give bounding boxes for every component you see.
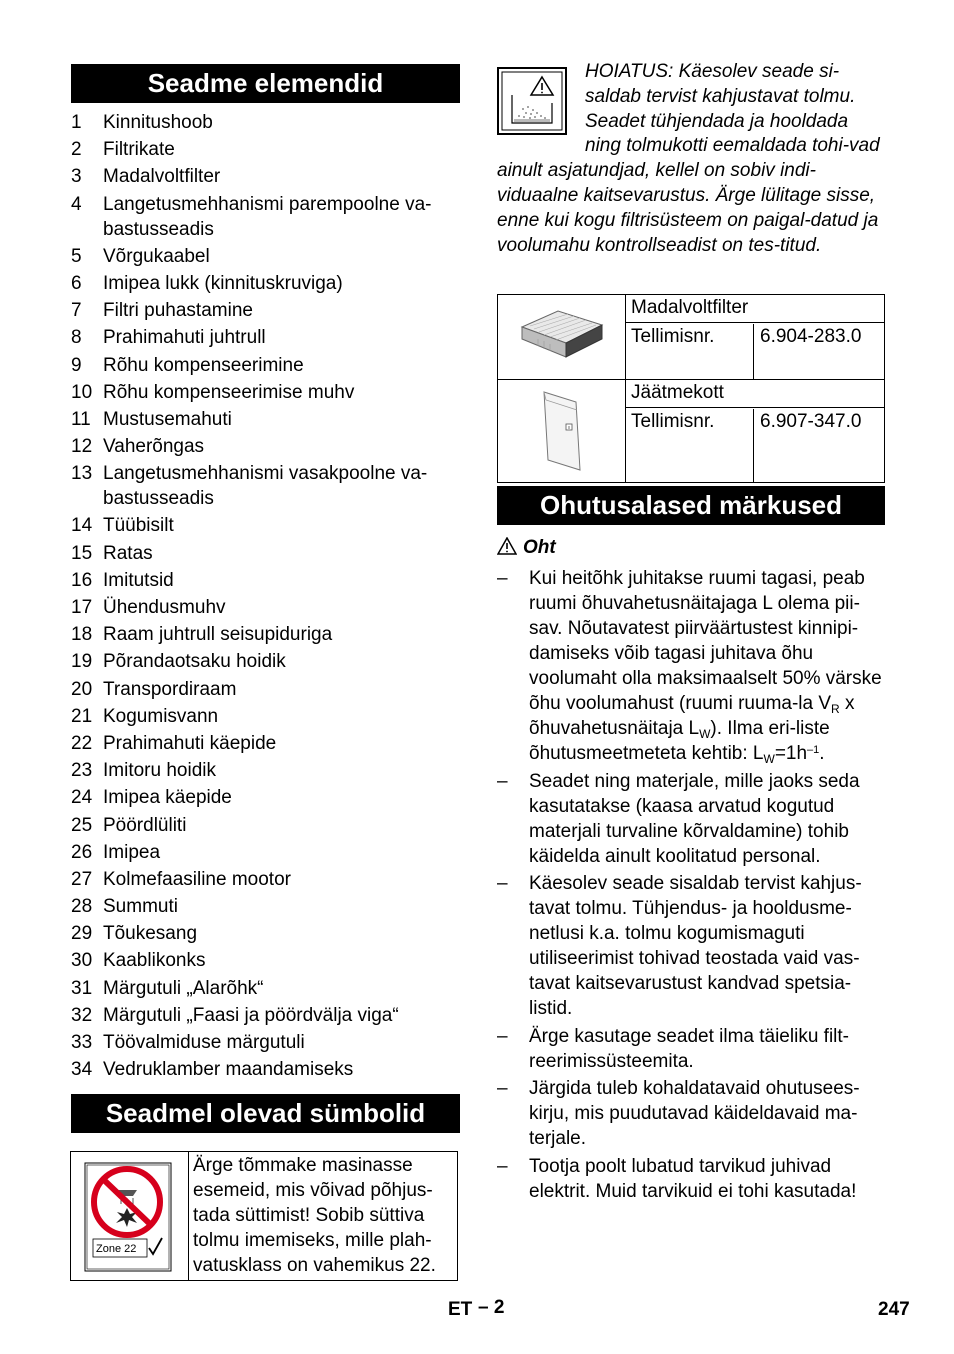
component-number: 29 xyxy=(71,923,93,945)
component-number: 23 xyxy=(71,760,93,782)
component-number: 32 xyxy=(71,1004,93,1026)
component-name: Imitoru hoidik xyxy=(103,760,216,782)
accessories-table xyxy=(497,294,885,483)
component-name: Imipea lukk (kinnituskruviga) xyxy=(103,272,343,294)
component-item xyxy=(71,649,460,674)
component-name: Imitutsid xyxy=(103,569,174,591)
component-name: Rõhu kompenseerimine xyxy=(103,354,304,376)
component-item xyxy=(71,785,460,810)
component-item xyxy=(71,840,460,865)
component-name: Prahimahuti käepide xyxy=(103,732,277,754)
component-item xyxy=(71,192,460,242)
component-name: Filtrikate xyxy=(103,139,175,161)
component-item xyxy=(71,867,460,892)
component-item xyxy=(71,704,460,729)
component-item xyxy=(71,813,460,838)
bullet-text-part: =1h xyxy=(774,743,808,764)
component-number: 12 xyxy=(71,436,93,458)
component-number: 18 xyxy=(71,624,93,646)
accessory-row xyxy=(498,295,884,380)
bullet-dash: – xyxy=(497,1155,508,1177)
component-item xyxy=(71,758,460,783)
component-item xyxy=(71,921,460,946)
component-name: Rõhu kompenseerimise muhv xyxy=(103,381,355,403)
footer-section-page: – 2 xyxy=(478,1297,505,1318)
component-item xyxy=(71,298,460,323)
danger-label-row xyxy=(497,537,556,559)
component-name: Mustusemahuti xyxy=(103,408,232,430)
accessory-name: Madalvoltfilter xyxy=(626,295,884,323)
component-item xyxy=(71,513,460,538)
component-item xyxy=(71,380,460,405)
warning-text: HOIATUS: Käesolev seade si-saldab tervist kahjustavat tolmu. Seadet tühjendada ja hooldada ning tolmukotti eemaldada tohi-vad ainult asjatundjad, kellel on sobiv indi-viduaalne kaitsevarustus. Ärge lülitage sisse, enne kui kogu filtrisüsteem on paigal-datud ja voolumahu kontrollseadist on tes-titud. xyxy=(497,61,880,256)
component-item xyxy=(71,164,460,189)
bullet-text xyxy=(529,1024,887,1074)
component-number: 22 xyxy=(71,732,93,754)
bullet-dash: – xyxy=(497,770,508,792)
bullet-text xyxy=(529,1154,887,1204)
component-name: Imipea käepide xyxy=(103,787,232,809)
safety-bullet xyxy=(497,871,887,1021)
component-number: 28 xyxy=(71,896,93,918)
component-item xyxy=(71,244,460,269)
component-name: Kaablikonks xyxy=(103,950,206,972)
component-number: 11 xyxy=(71,408,91,430)
component-item xyxy=(71,948,460,973)
component-name: Vaherõngas xyxy=(103,436,205,458)
component-name: Filtri puhastamine xyxy=(103,300,253,322)
component-item xyxy=(71,677,460,702)
component-number: 17 xyxy=(71,597,93,618)
component-item xyxy=(71,407,460,432)
component-number: 7 xyxy=(71,300,82,322)
component-number: 30 xyxy=(71,950,93,972)
component-item xyxy=(71,434,460,459)
component-number: 34 xyxy=(71,1059,93,1081)
component-name: Vedruklamber maandamiseks xyxy=(103,1059,354,1081)
bullet-text xyxy=(529,871,887,1021)
component-number: 6 xyxy=(71,272,82,294)
component-name: Kinnitushoob xyxy=(103,112,213,133)
component-item xyxy=(71,137,460,162)
accessory-row xyxy=(498,380,884,482)
bag-image xyxy=(498,380,626,482)
component-item xyxy=(71,1003,460,1028)
component-name: Märgutuli „Alarõhk“ xyxy=(103,977,264,999)
component-number: 9 xyxy=(71,354,82,376)
component-name: Tõukesang xyxy=(103,923,198,945)
component-item xyxy=(71,271,460,296)
component-name: Langetusmehhanismi vasakpoolne va-bastusseadis xyxy=(103,463,428,510)
bullet-dash: – xyxy=(497,1025,508,1047)
safety-bullet xyxy=(497,1154,887,1204)
component-number: 5 xyxy=(71,245,82,267)
bullet-text-part: . xyxy=(819,743,825,764)
component-number: 2 xyxy=(71,139,82,161)
components-heading: Seadme elemendid xyxy=(71,64,460,103)
bullet-dash: – xyxy=(497,873,508,894)
component-number: 26 xyxy=(71,841,93,863)
component-item xyxy=(71,541,460,566)
component-name: Põrandaotsaku hoidik xyxy=(103,651,286,673)
bullet-text-part: –1 xyxy=(807,744,820,756)
zone-label: Zone 22 xyxy=(96,1243,137,1255)
filter-image xyxy=(498,295,626,379)
component-item xyxy=(71,622,460,647)
component-item xyxy=(71,894,460,919)
component-name: Kogumisvann xyxy=(103,705,219,727)
footer-language: ET xyxy=(448,1299,473,1320)
bullet-text-part: x õhuvahetusnäitaja L xyxy=(529,693,855,739)
warning-paragraph xyxy=(497,60,887,258)
order-label: Tellimisnr. xyxy=(626,324,754,379)
order-number: 6.904-283.0 xyxy=(760,326,862,347)
components-list xyxy=(71,110,460,1084)
component-name: Tüübisilt xyxy=(103,515,174,537)
bullet-text-part: Seadet ning materjale, mille jaoks seda kasutatakse (kaasa arvatud kogutud materjali turvaline kõrvaldamine) tohib käidelda ainult koolitatud personal. xyxy=(529,770,860,867)
safety-bullet xyxy=(497,566,887,766)
component-name: Madalvoltfilter xyxy=(103,166,221,188)
component-name: Märgutuli „Faasi ja pöördvälja viga“ xyxy=(103,1004,399,1026)
component-number: 24 xyxy=(71,787,93,809)
order-number: 6.907-347.0 xyxy=(760,411,862,432)
component-number: 25 xyxy=(71,814,93,836)
danger-triangle-icon xyxy=(497,537,517,555)
safety-bullet xyxy=(497,1024,887,1074)
accessory-name: Jäätmekott xyxy=(626,380,884,408)
symbol-table xyxy=(70,1151,458,1281)
bullet-text-part: Tootja poolt lubatud tarvikud juhivad elektrit. Muid tarvikuid ei tohi kasutada! xyxy=(529,1155,857,1202)
component-name: Kolmefaasiline mootor xyxy=(103,868,291,890)
bullet-text xyxy=(529,769,887,869)
component-name: Transpordiraam xyxy=(103,678,237,700)
component-item xyxy=(71,325,460,350)
no-ignition-symbol-cell xyxy=(71,1152,189,1280)
component-item xyxy=(71,568,460,593)
component-name: Ühendusmuhv xyxy=(103,597,226,618)
bullet-text xyxy=(529,566,887,766)
component-item xyxy=(71,110,460,135)
bullet-text-part: Järgida tuleb kohaldatavaid ohutusees-kirju, mis puudutavad käideldavaid ma-terjale. xyxy=(529,1078,860,1149)
component-number: 20 xyxy=(71,678,93,700)
bullet-text-part: W xyxy=(699,727,711,741)
component-name: Pöördlüliti xyxy=(103,814,187,836)
component-item xyxy=(71,976,460,1001)
component-number: 33 xyxy=(71,1032,93,1053)
component-number: 8 xyxy=(71,327,82,349)
component-number: 27 xyxy=(71,868,93,890)
danger-label: Oht xyxy=(523,537,556,558)
component-number: 14 xyxy=(71,515,93,537)
symbol-description: Ärge tõmmake masinasse esemeid, mis võivad põhjus-tada süttimist! Sobib süttiva tolmu imemiseks, mille plah-vatusklass on vahemikus 22. xyxy=(193,1155,436,1276)
bullet-text-part: R xyxy=(831,702,840,716)
component-number: 1 xyxy=(71,112,82,133)
bullet-dash: – xyxy=(497,568,508,589)
component-name: Imipea xyxy=(103,841,161,863)
bullet-text xyxy=(529,1076,887,1151)
component-item xyxy=(71,1030,460,1055)
component-name: Töövalmiduse märgutuli xyxy=(103,1032,305,1053)
footer-page-number: 247 xyxy=(878,1299,910,1320)
bullet-dash: – xyxy=(497,1078,508,1099)
component-number: 16 xyxy=(71,569,93,591)
component-number: 15 xyxy=(71,542,93,564)
component-item xyxy=(71,353,460,378)
component-number: 3 xyxy=(71,166,82,188)
component-number: 4 xyxy=(71,193,82,215)
bullet-text-part: Ärge kasutage seadet ilma täieliku filt-reerimissüsteemita. xyxy=(529,1025,849,1072)
component-name: Prahimahuti juhtrull xyxy=(103,327,266,349)
component-number: 21 xyxy=(71,705,93,727)
safety-bullet-list xyxy=(497,566,887,1206)
component-number: 19 xyxy=(71,651,93,673)
safety-bullet xyxy=(497,769,887,869)
component-item xyxy=(71,1057,460,1082)
component-item xyxy=(71,461,460,511)
component-number: 10 xyxy=(71,381,93,403)
component-name: Ratas xyxy=(103,542,153,564)
component-number: 13 xyxy=(71,463,93,485)
component-name: Võrgukaabel xyxy=(103,245,210,267)
component-item xyxy=(71,595,460,620)
no-ignition-sources-icon xyxy=(71,1152,188,1280)
component-number: 31 xyxy=(71,977,93,999)
component-name: Summuti xyxy=(103,896,178,918)
bullet-text-part: ). Ilma eri-liste õhutusmeetmeteta kehtib: L xyxy=(529,718,830,764)
component-item xyxy=(71,731,460,756)
component-name: Langetusmehhanismi parempoolne va-bastusseadis xyxy=(103,193,432,240)
bullet-text-part: Käesolev seade sisaldab tervist kahjus-tavat tolmu. Tühjendus- ja hooldusme-netlusi k.a. tolmu kogumismaguti utiliseerimist tohivad teostada vaid vas-tavat kaitsevarustust kandvad spetsia-listid. xyxy=(529,873,862,1019)
component-name: Raam juhtrull seisupiduriga xyxy=(103,624,333,646)
bullet-text-part: Kui heitõhk juhitakse ruumi tagasi, peab ruumi õhuvahetusnäitajaga L olema pii-sav. Nõutavatest piirväärtustest kinnipi-damiseks võib tagasi juhitava õhu voolumaht olla maksimaalselt 50% värske õhu voolumahust (ruumi ruuma-la V xyxy=(529,568,882,714)
safety-bullet xyxy=(497,1076,887,1151)
bullet-text-part: W xyxy=(763,752,775,766)
symbols-heading: Seadmel olevad sümbolid xyxy=(71,1094,460,1133)
order-label: Tellimisnr. xyxy=(626,409,754,482)
safety-heading: Ohutusalased märkused xyxy=(497,486,885,525)
